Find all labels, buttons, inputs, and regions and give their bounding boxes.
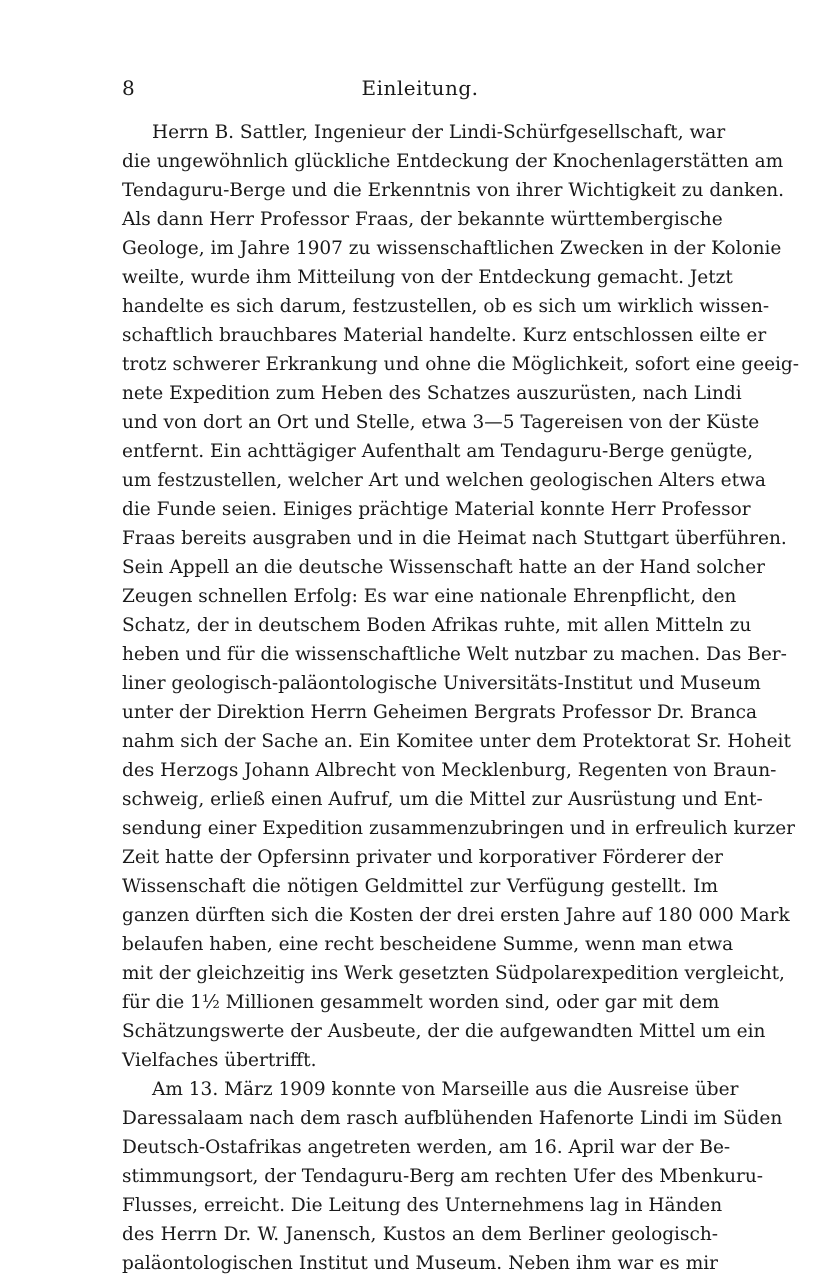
text-line: belaufen haben, eine recht bescheidene Summe, wenn man etwa: [122, 934, 734, 955]
text-line: mit der gleichzeitig ins Werk gesetzten Südpolarexpedition vergleicht,: [122, 963, 785, 984]
text-line: paläontologischen Institut und Museum. Neben ihm war es mir: [122, 1253, 718, 1274]
text-line: Zeit hatte der Opfersinn privater und korporativer Förderer der: [122, 847, 723, 868]
text-line: Daressalaam nach dem rasch aufblühenden Hafenorte Lindi im Süden: [122, 1108, 783, 1129]
text-line: Am 13. März 1909 konnte von Marseille aus die Ausreise über: [152, 1079, 739, 1100]
text-line: die ungewöhnlich glückliche Entdeckung der Knochenlagerstätten am: [122, 151, 784, 172]
text-line: schaftlich brauchbares Material handelte. Kurz entschlossen eilte er: [122, 325, 767, 346]
text-line: nete Expedition zum Heben des Schatzes auszurüsten, nach Lindi: [122, 383, 742, 404]
text-line: Sein Appell an die deutsche Wissenschaft hatte an der Hand solcher: [122, 557, 766, 578]
body-text: [122, 118, 800, 1278]
text-line: des Herzogs Johann Albrecht von Mecklenburg, Regenten von Braun-: [122, 760, 777, 781]
text-line: handelte es sich darum, festzustellen, ob es sich um wirklich wissen-: [122, 296, 770, 317]
text-line: sendung einer Expedition zusammenzubringen und in erfreulich kurzer: [122, 818, 795, 839]
page-number: 8: [122, 76, 135, 100]
text-line: trotz schwerer Erkrankung und ohne die Möglichkeit, sofort eine geeig-: [122, 354, 800, 375]
text-line: liner geologisch-paläontologische Universitäts-Institut und Museum: [122, 673, 761, 694]
text-line: weilte, wurde ihm Mitteilung von der Entdeckung gemacht. Jetzt: [122, 267, 733, 288]
text-line: und von dort an Ort und Stelle, etwa 3—5 Tagereisen von der Küste: [122, 412, 760, 433]
running-head: [122, 76, 718, 106]
text-line: Deutsch-Ostafrikas angetreten werden, am 16. April war der Be-: [122, 1137, 731, 1158]
text-line: ganzen dürften sich die Kosten der drei ersten Jahre auf 180 000 Mark: [122, 905, 790, 926]
chapter-title: Einleitung.: [361, 76, 479, 100]
text-line: entfernt. Ein achttägiger Aufenthalt am Tendaguru-Berge genügte,: [122, 441, 753, 462]
text-line: des Herrn Dr. W. Janensch, Kustos an dem Berliner geologisch-: [122, 1224, 718, 1245]
text-line: für die 1½ Millionen gesammelt worden sind, oder gar mit dem: [122, 992, 720, 1013]
text-line: stimmungsort, der Tendaguru-Berg am rechten Ufer des Mbenkuru-: [122, 1166, 764, 1187]
text-line: Wissenschaft die nötigen Geldmittel zur Verfügung gestellt. Im: [122, 876, 718, 897]
text-line: unter der Direktion Herrn Geheimen Bergrats Professor Dr. Branca: [122, 702, 758, 723]
text-line: die Funde seien. Einiges prächtige Material konnte Herr Professor: [122, 499, 751, 520]
text-line: heben und für die wissenschaftliche Welt nutzbar zu machen. Das Ber-: [122, 644, 787, 665]
text-line: Schätzungswerte der Ausbeute, der die aufgewandten Mittel um ein: [122, 1021, 766, 1042]
text-line: Flusses, erreicht. Die Leitung des Unternehmens lag in Händen: [122, 1195, 723, 1216]
text-line: Schatz, der in deutschem Boden Afrikas ruhte, mit allen Mitteln zu: [122, 615, 752, 636]
text-line: schweig, erließ einen Aufruf, um die Mittel zur Ausrüstung und Ent-: [122, 789, 763, 810]
text-line: um festzustellen, welcher Art und welchen geologischen Alters etwa: [122, 470, 766, 491]
text-line: Vielfaches übertrifft.: [122, 1050, 317, 1071]
text-line: Zeugen schnellen Erfolg: Es war eine nationale Ehrenpflicht, den: [122, 586, 737, 607]
text-line: Fraas bereits ausgraben und in die Heimat nach Stuttgart überführen.: [122, 528, 787, 549]
text-line: Tendaguru-Berge und die Erkenntnis von ihrer Wichtigkeit zu danken.: [122, 180, 785, 201]
text-line: Als dann Herr Professor Fraas, der bekannte württembergische: [122, 209, 723, 230]
text-line: Herrn B. Sattler, Ingenieur der Lindi-Schürfgesellschaft, war: [152, 122, 726, 143]
text-line: Geologe, im Jahre 1907 zu wissenschaftlichen Zwecken in der Kolonie: [122, 238, 782, 259]
text-line: nahm sich der Sache an. Ein Komitee unter dem Protektorat Sr. Hoheit: [122, 731, 791, 752]
